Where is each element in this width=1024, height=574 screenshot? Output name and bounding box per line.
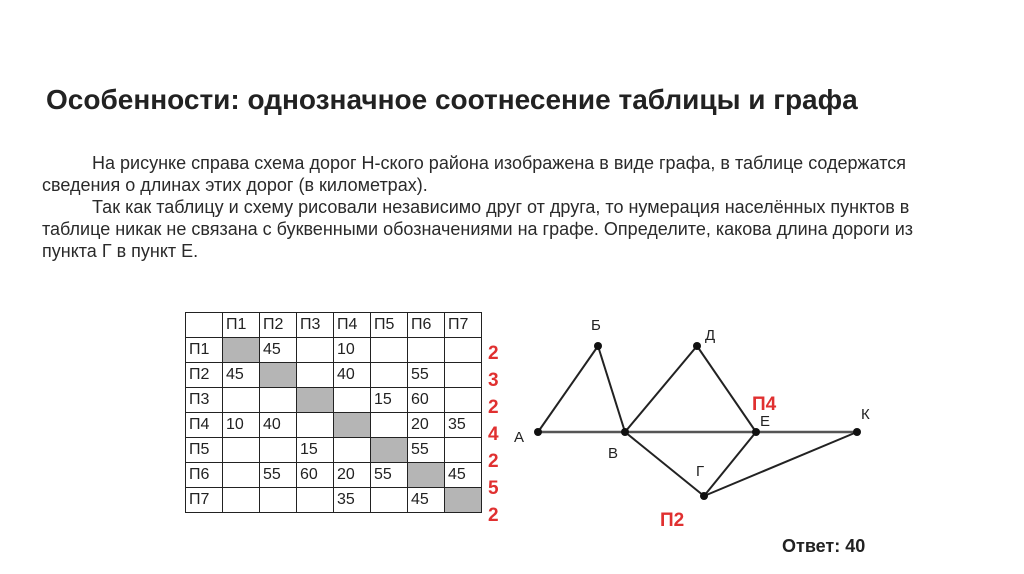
row-header-cell: П1 <box>186 338 223 363</box>
problem-text <box>42 152 972 262</box>
edge-b-v <box>598 346 625 432</box>
table-cell <box>445 438 482 463</box>
node-label-a: А <box>514 429 525 446</box>
table-cell <box>445 388 482 413</box>
table-cell <box>223 388 260 413</box>
node-e <box>752 428 760 436</box>
table-header-cell: П4 <box>334 313 371 338</box>
table-cell: 55 <box>371 463 408 488</box>
problem-paragraph-2: Так как таблицу и схему рисовали независимо друг от друга, то нумерация населённых пунктов в таблице никак не связана с буквенными обозначениями на графе. Определите, какова длина дороги из пункта Г в пункт Е. <box>42 197 914 261</box>
degree-value: 4 <box>488 424 499 445</box>
table-row <box>186 463 482 488</box>
table-cell: 35 <box>445 413 482 438</box>
table-cell <box>223 463 260 488</box>
distance-table <box>185 312 482 513</box>
edge-v-d <box>625 346 697 432</box>
table-cell <box>223 438 260 463</box>
row-header-cell: П3 <box>186 388 223 413</box>
table-row <box>186 363 482 388</box>
answer-text: Ответ: 40 <box>782 536 866 556</box>
table-header-cell: П3 <box>297 313 334 338</box>
table-cell <box>260 388 297 413</box>
table-cell: 55 <box>260 463 297 488</box>
table-cell <box>297 413 334 438</box>
table-cell <box>334 438 371 463</box>
table-cell: 55 <box>408 363 445 388</box>
table-cell: 40 <box>334 363 371 388</box>
table-cell <box>371 488 408 513</box>
table-header-cell: П6 <box>408 313 445 338</box>
row-header-cell: П5 <box>186 438 223 463</box>
degree-value: 5 <box>488 478 499 499</box>
problem-paragraph-1: На рисунке справа схема дорог Н-ского района изображена в виде графа, в таблице содержатся сведения о длинах этих дорог (в километрах). <box>42 153 906 195</box>
edge-v-g <box>625 432 704 496</box>
diagonal-cell <box>445 488 482 513</box>
node-b <box>594 342 602 350</box>
row-header-cell: П4 <box>186 413 223 438</box>
edge-a-b <box>538 346 598 432</box>
degree-value: 2 <box>488 397 499 418</box>
table-cell: 20 <box>408 413 445 438</box>
diagonal-cell <box>297 388 334 413</box>
node-g <box>700 492 708 500</box>
table-cell: 45 <box>223 363 260 388</box>
row-header-cell: П2 <box>186 363 223 388</box>
table-cell <box>408 338 445 363</box>
table-cell <box>260 438 297 463</box>
node-k <box>853 428 861 436</box>
node-label-e: Е <box>760 413 771 430</box>
edge-g-e <box>704 432 756 496</box>
node-d <box>693 342 701 350</box>
diagonal-cell <box>408 463 445 488</box>
node-label-d: Д <box>705 327 716 344</box>
table-cell <box>371 338 408 363</box>
slide-title: Особенности: однозначное соотнесение таблицы и графа <box>46 84 858 115</box>
degree-value: 2 <box>488 505 499 526</box>
row-header-cell: П7 <box>186 488 223 513</box>
table-cell: 60 <box>408 388 445 413</box>
node-label-b: Б <box>591 317 601 334</box>
diagonal-cell <box>223 338 260 363</box>
table-cell <box>371 413 408 438</box>
table-header-cell <box>186 313 223 338</box>
table-cell <box>334 388 371 413</box>
table-cell <box>260 488 297 513</box>
diagonal-cell <box>334 413 371 438</box>
table-cell: 55 <box>408 438 445 463</box>
node-a <box>534 428 542 436</box>
table-cell: 40 <box>260 413 297 438</box>
table-header-cell: П2 <box>260 313 297 338</box>
annotation-p2: П2 <box>660 510 685 531</box>
table-row <box>186 438 482 463</box>
table-cell <box>297 488 334 513</box>
table-cell: 10 <box>223 413 260 438</box>
table-cell <box>445 363 482 388</box>
table-cell <box>371 363 408 388</box>
diagonal-cell <box>260 363 297 388</box>
node-label-v: В <box>608 445 619 462</box>
table-header-cell: П1 <box>223 313 260 338</box>
annotation-p4: П4 <box>752 394 777 415</box>
node-v <box>621 428 629 436</box>
table-row <box>186 413 482 438</box>
table-cell: 35 <box>334 488 371 513</box>
degree-value: 2 <box>488 343 499 364</box>
table-cell: 15 <box>297 438 334 463</box>
table-cell <box>297 363 334 388</box>
degree-value: 3 <box>488 370 499 391</box>
table-cell: 45 <box>408 488 445 513</box>
row-header-cell: П6 <box>186 463 223 488</box>
table-cell: 45 <box>445 463 482 488</box>
table-cell: 60 <box>297 463 334 488</box>
table-cell <box>297 338 334 363</box>
table-row <box>186 488 482 513</box>
edge-d-e <box>697 346 756 432</box>
table-header-cell: П5 <box>371 313 408 338</box>
table-header-row <box>186 313 482 338</box>
table-cell: 15 <box>371 388 408 413</box>
table-cell: 20 <box>334 463 371 488</box>
edge-g-k <box>704 432 857 496</box>
table-cell <box>223 488 260 513</box>
table-row <box>186 338 482 363</box>
degree-value: 2 <box>488 451 499 472</box>
table-header-cell: П7 <box>445 313 482 338</box>
table-row <box>186 388 482 413</box>
diagonal-cell <box>371 438 408 463</box>
node-label-k: К <box>861 406 870 423</box>
road-graph <box>500 300 920 540</box>
table-cell <box>445 338 482 363</box>
table-cell: 10 <box>334 338 371 363</box>
table-cell: 45 <box>260 338 297 363</box>
node-label-g: Г <box>696 463 705 480</box>
